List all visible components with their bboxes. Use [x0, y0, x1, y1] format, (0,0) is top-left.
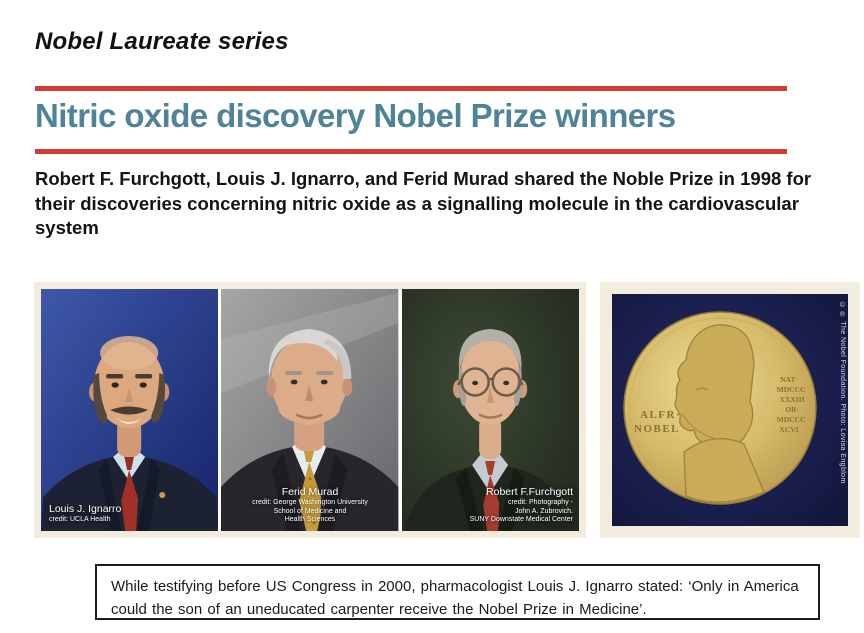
title-red-rule: [35, 149, 787, 154]
laureates-photo-collage: [34, 282, 586, 538]
inscription-xxxiii: XXXIII: [779, 395, 805, 404]
laureate-name: Louis J. Ignarro: [49, 503, 122, 516]
photo-caption-furchgott: [470, 486, 573, 525]
photo-strip: [41, 289, 579, 531]
inscription-ob: OB·: [785, 405, 799, 414]
photo-credit: SUNY Downstate Medical Center: [469, 516, 573, 524]
inscription-alfr: ALFR·: [640, 409, 682, 421]
series-label: Nobel Laureate series: [35, 28, 289, 55]
photo-credit: John A. Zubrovich.: [515, 507, 573, 515]
top-red-rule: [35, 86, 787, 91]
quote-box: [95, 564, 820, 620]
photo-credit: Health Sciences: [284, 516, 336, 524]
inscription-xcvi: XCVI: [779, 425, 799, 434]
nobel-medal-illustration: [612, 294, 848, 526]
medal-navy-background: [612, 294, 848, 526]
photo-credit: credit: George Washington University: [252, 498, 368, 506]
photo-caption-ignarro: [49, 503, 121, 525]
photo-robert-furchgott: [402, 289, 579, 531]
photo-louis-ignarro: [41, 289, 218, 531]
portrait-ignarro-illustration: [41, 289, 218, 531]
laureate-name: Robert F.Furchgott: [486, 485, 573, 498]
photo-caption-murad: [221, 486, 398, 525]
inscription-mdccc-1: MDCCC: [776, 385, 806, 394]
photo-credit: credit: UCLA Health: [49, 516, 111, 524]
nobel-profile: [675, 325, 764, 502]
quote-text: While testifying before US Congress in 2000, pharmacologist Louis J. Ignarro stated: ‘Only in America could the son of an uneducated carpenter receive the Nobel Prize in Medicine’.: [111, 578, 799, 619]
inscription-mdccc-2: MDCCC: [776, 415, 806, 424]
photo-credit: credit: Photography -: [508, 498, 573, 506]
laureate-name: Ferid Murad: [281, 485, 339, 498]
article-standfirst: Robert F. Furchgott, Louis J. Ignarro, and Ferid Murad shared the Noble Prize in 1998 for their discoveries concerning nitric oxide as a signalling molecule in the cardiovascular system: [35, 168, 812, 239]
page-title: Nitric oxide discovery Nobel Prize winners: [35, 97, 676, 134]
nobel-medal-photo: [600, 282, 860, 538]
inscription-nat: NAT·: [780, 375, 798, 384]
inscription-nobel: NOBEL: [634, 423, 681, 435]
lapel-pin: [159, 492, 165, 498]
medal-photo-credit: © ® The Nobel Foundation. Photo: Lovisa Engblom: [839, 302, 846, 484]
photo-credit: School of Medicine and: [273, 507, 347, 515]
photo-ferid-murad: [221, 289, 398, 531]
